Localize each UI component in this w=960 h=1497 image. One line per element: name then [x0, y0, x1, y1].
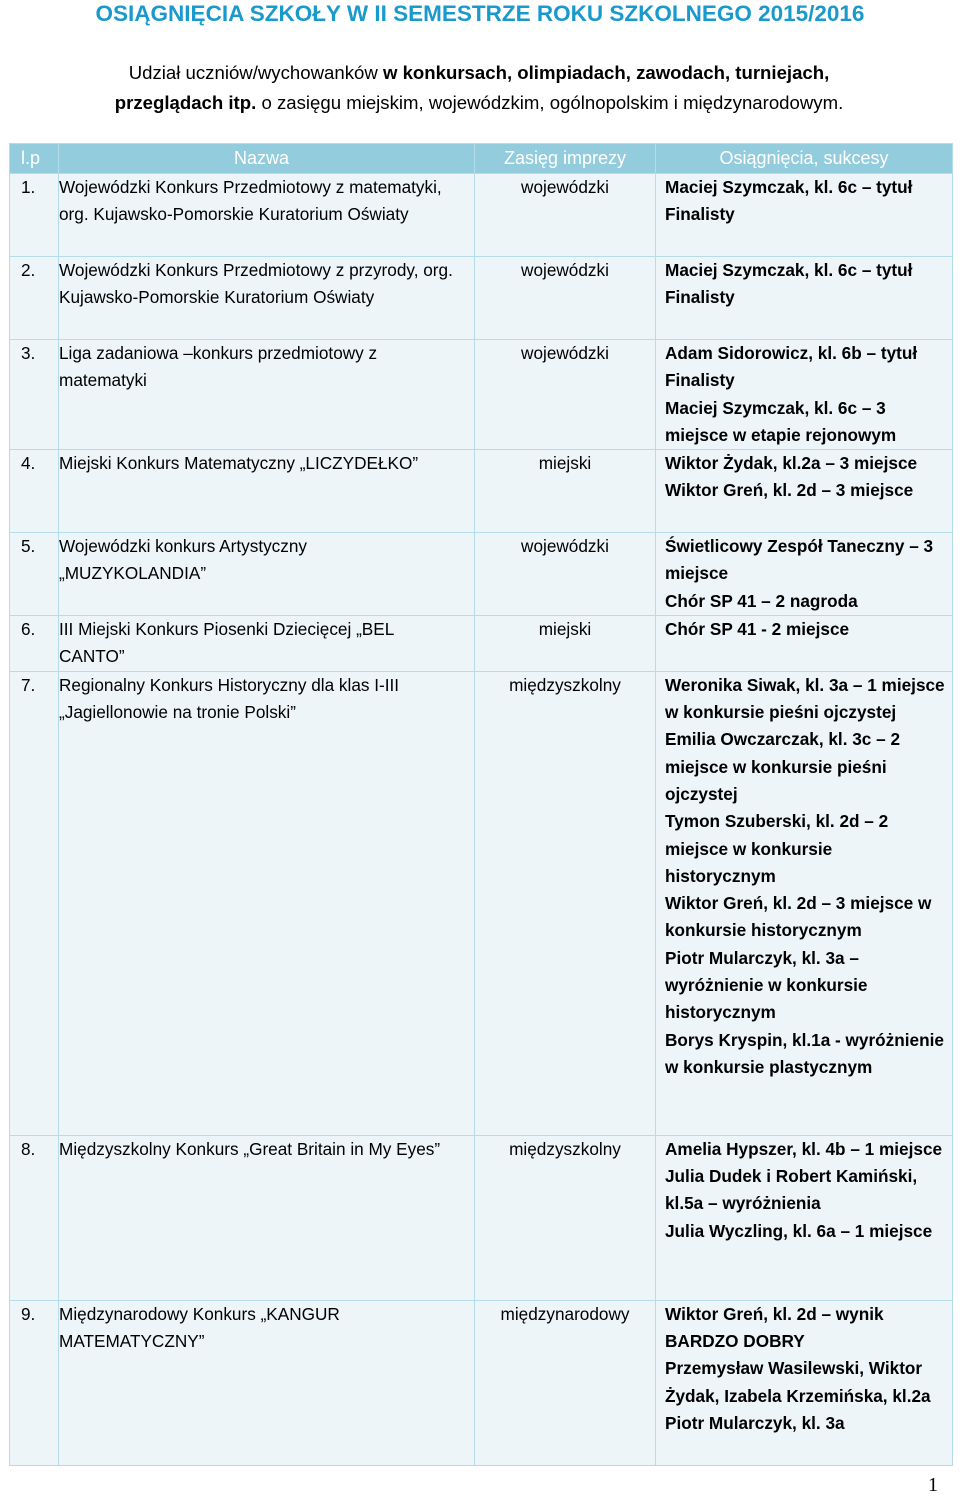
contest-name: Międzyszkolny Konkurs „Great Britain in My Eyes”	[59, 1135, 475, 1300]
result-entry: Maciej Szymczak, kl. 6c – tytuł Finalisty	[665, 177, 913, 225]
row-number: 7.	[10, 671, 59, 1135]
contest-name: Wojewódzki konkurs Artystyczny „MUZYKOLANDIA”	[59, 533, 475, 616]
table-row	[10, 257, 953, 340]
result-entry: Adam Sidorowicz, kl. 6b – tytuł Finalisty	[665, 343, 918, 391]
result-entry: Chór SP 41 – 2 nagroda	[665, 590, 858, 611]
row-number: 5.	[10, 533, 59, 616]
table-header-row	[10, 144, 953, 174]
header-name: Nazwa	[59, 144, 475, 174]
table-row	[10, 616, 953, 672]
intro-bold-text: przeglądach itp.	[114, 92, 257, 113]
contest-results	[656, 257, 953, 340]
result-entry: Weronika Siwak, kl. 3a – 1 miejsce w konkursie pieśni ojczystej	[665, 674, 945, 723]
table-row	[10, 671, 953, 1135]
result-entry: Piotr Mularczyk, kl. 3a – wyróżnienie w konkursie historycznym	[665, 947, 868, 1023]
result-entry: Wiktor Greń, kl. 2d – 3 miejsce	[665, 480, 914, 501]
header-lp: l.p	[10, 144, 59, 174]
row-number: 2.	[10, 257, 59, 340]
result-entry: Wiktor Greń, kl. 2d – 3 miejsce w konkursie historycznym	[665, 893, 932, 941]
row-number: 1.	[10, 174, 59, 257]
contest-name: III Miejski Konkurs Piosenki Dziecięcej „BEL CANTO”	[59, 616, 475, 672]
header-results: Osiągnięcia, sukcesy	[656, 144, 953, 174]
intro-text: Udział uczniów/wychowanków	[128, 62, 383, 83]
page-title: OSIĄGNIĘCIA SZKOŁY W II SEMESTRZE ROKU SZKOLNEGO 2015/2016	[95, 1, 865, 26]
table-row	[10, 1135, 953, 1300]
result-entry: Tymon Szuberski, kl. 2d – 2 miejsce w konkursie historycznym	[665, 811, 889, 886]
result-entry: Wiktor Żydak, kl.2a – 3 miejsce	[665, 453, 918, 474]
table-row	[10, 450, 953, 533]
contest-results	[656, 450, 953, 533]
result-entry: Piotr Mularczyk, kl. 3a	[665, 1412, 845, 1433]
result-entry: Wiktor Greń, kl. 2d – wynik BARDZO DOBRY	[665, 1303, 884, 1352]
contest-scope: międzyszkolny	[475, 671, 656, 1135]
contest-name: Wojewódzki Konkurs Przedmiotowy z matematyki, org. Kujawsko-Pomorskie Kuratorium Oświaty	[59, 174, 475, 257]
row-number: 4.	[10, 450, 59, 533]
intro-text: o zasięgu miejskim, wojewódzkim, ogólnopolskim i międzynarodowym.	[256, 92, 844, 113]
row-number: 6.	[10, 616, 59, 672]
contest-results	[656, 616, 953, 672]
result-entry: Maciej Szymczak, kl. 6c – 3 miejsce w etapie rejonowym	[665, 397, 897, 445]
contest-scope: miejski	[475, 616, 656, 672]
contest-results	[656, 1135, 953, 1300]
contest-scope: wojewódzki	[475, 257, 656, 340]
contest-scope: miejski	[475, 450, 656, 533]
contest-results	[656, 340, 953, 450]
table-row	[10, 174, 953, 257]
result-entry: Julia Wyczling, kl. 6a – 1 miejsce	[665, 1220, 933, 1241]
contest-scope: wojewódzki	[475, 533, 656, 616]
row-number: 3.	[10, 340, 59, 450]
contest-name: Miejski Konkurs Matematyczny „LICZYDEŁKO”	[59, 450, 475, 533]
result-entry: Emilia Owczarczak, kl. 3c – 2 miejsce w konkursie pieśni ojczystej	[665, 729, 901, 804]
contest-scope: wojewódzki	[475, 174, 656, 257]
contest-name: Regionalny Konkurs Historyczny dla klas I-III „Jagiellonowie na tronie Polski”	[59, 671, 475, 1135]
achievements-table	[9, 143, 953, 1466]
contest-scope: międzynarodowy	[475, 1300, 656, 1465]
result-entry: Borys Kryspin, kl.1a - wyróżnienie w konkursie plastycznym	[665, 1029, 944, 1077]
table-row	[10, 1300, 953, 1465]
contest-results	[656, 174, 953, 257]
result-entry: Maciej Szymczak, kl. 6c – tytuł Finalisty	[665, 260, 913, 308]
contest-results	[656, 671, 953, 1135]
result-entry: Świetlicowy Zespół Taneczny – 3 miejsce	[665, 536, 934, 584]
contest-results	[656, 1300, 953, 1465]
row-number: 9.	[10, 1300, 59, 1465]
intro-paragraph	[9, 58, 949, 118]
contest-name: Wojewódzki Konkurs Przedmiotowy z przyrody, org. Kujawsko-Pomorskie Kuratorium Oświaty	[59, 257, 475, 340]
contest-scope: międzyszkolny	[475, 1135, 656, 1300]
page-number: 1	[928, 1474, 938, 1496]
contest-results	[656, 533, 953, 616]
table-body	[10, 174, 953, 1466]
result-entry: Julia Dudek i Robert Kamiński, kl.5a – wyróżnienia	[665, 1166, 918, 1214]
result-entry: Przemysław Wasilewski, Wiktor Żydak, Izabela Krzemińska, kl.2a	[665, 1358, 931, 1406]
contest-name: Liga zadaniowa –konkurs przedmiotowy z matematyki	[59, 340, 475, 450]
row-number: 8.	[10, 1135, 59, 1300]
table-row	[10, 533, 953, 616]
result-entry: Chór SP 41 - 2 miejsce	[665, 619, 850, 640]
contest-name: Międzynarodowy Konkurs „KANGUR MATEMATYCZNY”	[59, 1300, 475, 1465]
intro-bold-text: w konkursach, olimpiadach, zawodach, turniejach,	[382, 62, 830, 83]
table-row	[10, 340, 953, 450]
contest-scope: wojewódzki	[475, 340, 656, 450]
result-entry: Amelia Hypszer, kl. 4b – 1 miejsce	[665, 1138, 943, 1159]
header-scope: Zasięg imprezy	[475, 144, 656, 174]
